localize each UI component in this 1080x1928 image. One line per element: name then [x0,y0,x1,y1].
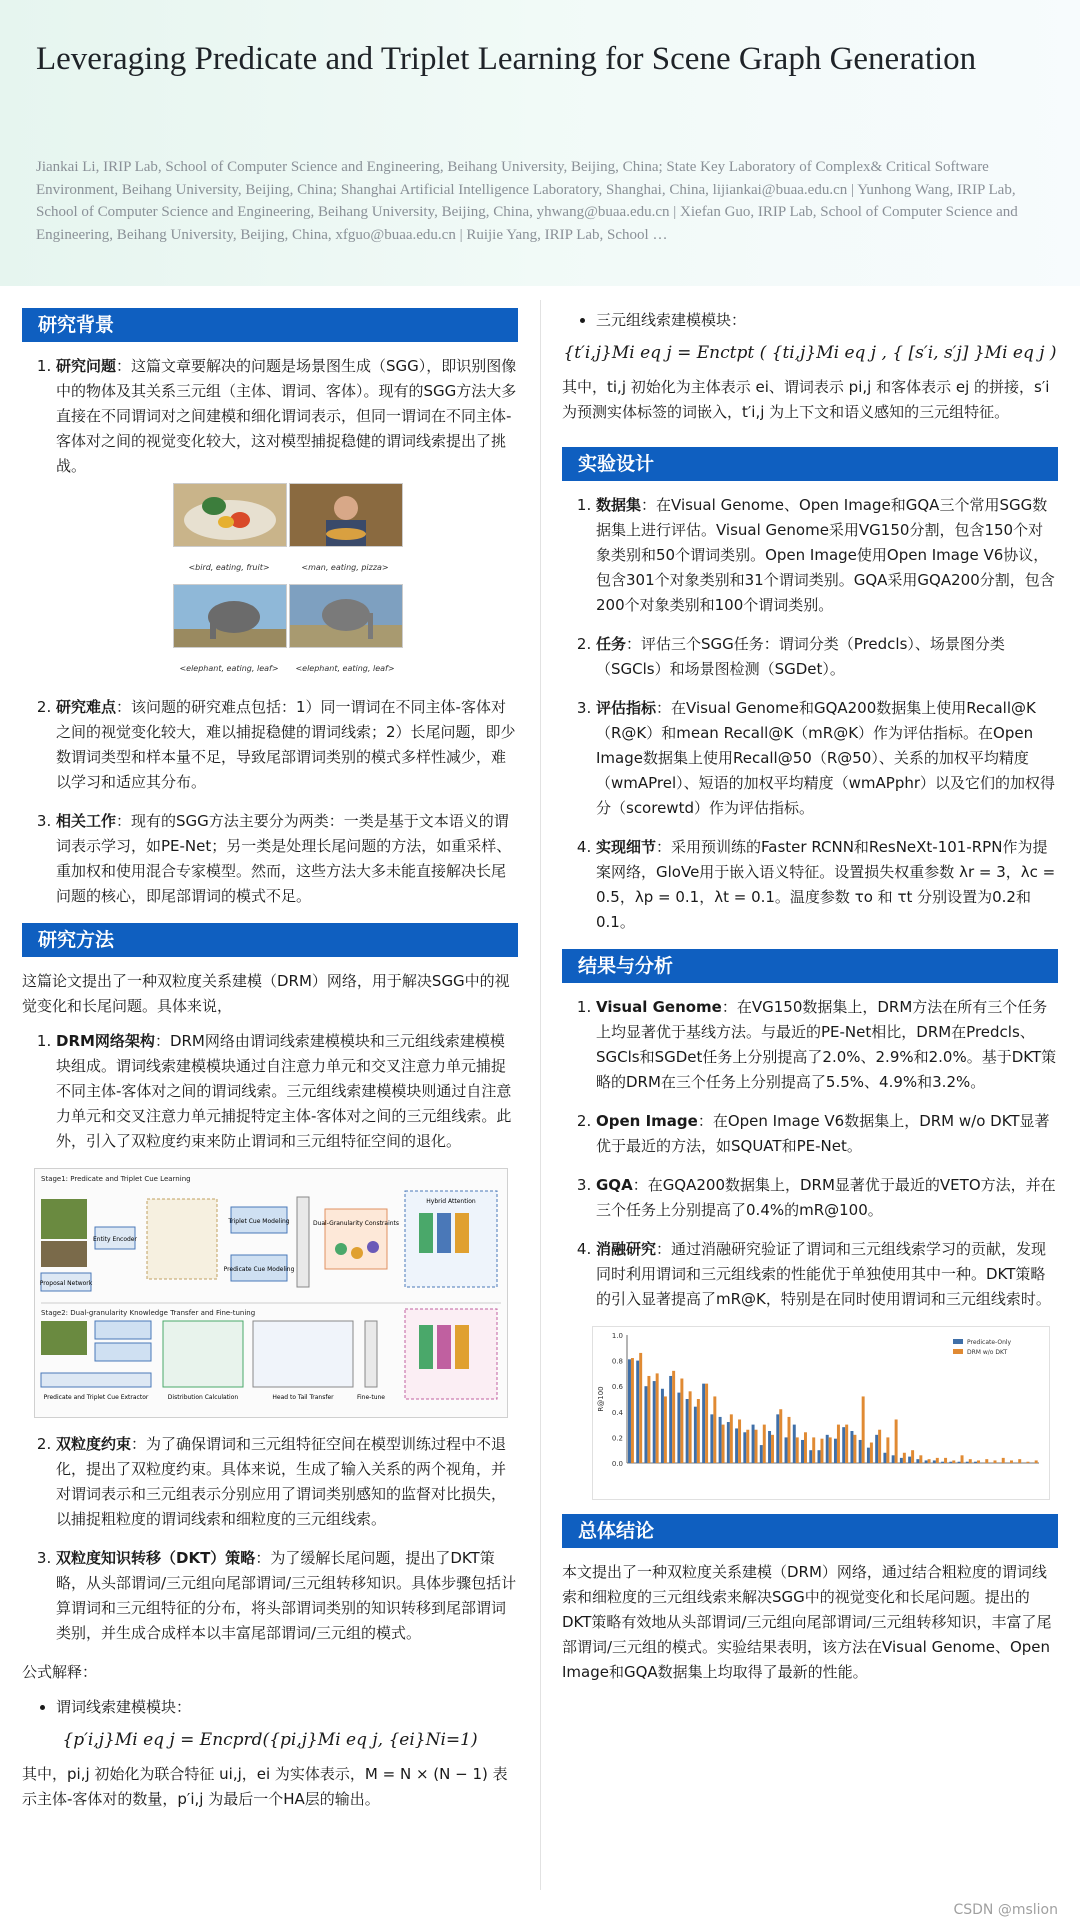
bar [713,1396,716,1463]
bar [710,1414,713,1463]
elephant-photo [173,584,287,648]
item-text: ：在Visual Genome、Open Image和GQA三个常用SGG数据集上进行评估。Visual Genome采用VG150分割，包含150个对象类别和50个谓词类别。Open Image使用Open Image V6协议，包含301个对象类别和31个谓词类别。GQA采用GQA200分割，包含200个对象类别和100个谓词类别。 [596,496,1055,614]
extractor-label: Predicate and Triplet Cue Extractor [43,1394,149,1401]
bar [1002,1458,1005,1463]
bar [669,1376,672,1463]
bar [628,1359,631,1463]
y-tick-label: 0.2 [611,1434,623,1443]
method-list [22,1029,518,1154]
list-item [596,632,1058,682]
example-figure [56,483,518,681]
bar [820,1439,823,1463]
legend-swatch [953,1349,963,1354]
bar [845,1425,848,1463]
bar [735,1428,738,1463]
y-tick-label: 0.6 [611,1383,623,1392]
bar [867,1448,870,1463]
bar [903,1453,906,1463]
section-heading-experiment: 实验设计 [562,447,1058,481]
paper-title: Leveraging Predicate and Triplet Learning for Scene Graph Generation [36,41,977,77]
section-heading-results: 结果与分析 [562,949,1058,983]
figure-cell [289,483,401,580]
bar [779,1409,782,1463]
bar [752,1425,755,1463]
bar [985,1459,988,1463]
bar [727,1422,730,1463]
bar [908,1457,911,1463]
bar [793,1425,796,1463]
item-keyword: GQA [596,1176,633,1194]
bar [694,1407,697,1463]
bar [944,1458,947,1463]
formula-label: 公式解释： [22,1663,98,1681]
bar [925,1460,928,1463]
list-item [596,696,1058,821]
fine-tune-label: Fine-tune [357,1394,385,1401]
bar [705,1384,708,1463]
list-item [596,995,1058,1095]
bar [853,1435,856,1463]
item-keyword: DRM网络架构 [56,1032,155,1050]
formula-bullets [22,1695,518,1720]
item-keyword: 研究难点 [56,698,117,716]
predicate-cue-label: Predicate Cue Modeling [223,1266,295,1273]
bar [809,1450,812,1463]
man-photo [289,483,403,547]
bar [812,1437,815,1463]
bar [826,1435,829,1463]
item-text: ：在Visual Genome和GQA200数据集上使用Recall@K（R@K）和mean Recall@K（mR@K）作为评估指标。在Open Image数据集上使用Recall@50（R@50）、关系的加权平均精度（wmAPrel）、短语的加权平均精度（wmAPphr）以及它们的加权得分（scorewtd）作为评估指标。 [596,699,1056,817]
figure-caption: <man, eating, pizza> [301,563,389,572]
bar [870,1443,873,1463]
background-list [22,354,518,909]
author-list: Jiankai Li, IRIP Lab, School of Computer Science and Engineering, Beihang University, Beijing, China; State Key Laboratory of Complex& Critical Software Environment, Beihang University, Beijing, China; Shanghai Artificial Intelligence Laboratory, Shanghai, China, lijiankai@buaa.edu.cn | Yunhong Wang, IRIP Lab, School of Computer Science and Engineering, Beihang University, Beijing, China, yhwang@buaa.edu.cn | Xiefan Guo, IRIP Lab, School of Computer Science and Engineering, Beihang University, Beijing, China, xfguo@buaa.edu.cn | Ruijie Yang, IRIP Lab, School … [36,159,1018,243]
item-text: ：该问题的研究难点包括：1）同一谓词在不同主体-客体对之间的视觉变化较大，难以捕捉稳健的谓词线索；2）长尾问题，即少数谓词类型和样本量不足，导致尾部谓词类别的模式多样性减少，难以学习和适应其分布。 [56,698,516,791]
list-item [56,1029,518,1154]
bar [862,1396,865,1463]
header-banner [0,0,1080,286]
bar [919,1455,922,1463]
item-keyword: 消融研究 [596,1240,657,1258]
item-text: ：评估三个SGG任务：谓词分类（Predcls）、场景图分类（SGCls）和场景图检测（SGDet）。 [596,635,1005,678]
bar [636,1361,639,1463]
bar [788,1417,791,1463]
bar [900,1458,903,1463]
bar [661,1389,664,1463]
bar [743,1432,746,1463]
section-heading-method: 研究方法 [22,923,518,957]
legend-label: Predicate-Only [967,1339,1012,1346]
item-text: ：在VG150数据集上，DRM方法在所有三个任务上均显著优于基线方法。与最近的PE-Net相比，DRM在Predcls、SGCls和SGDet任务上分别提高了2.0%、2.9%和2.0%。基于DKT策略的DRM在三个任务上分别提高了5.5%、4.9%和3.2%。 [596,998,1057,1091]
bar [1035,1460,1038,1463]
bar [1018,1459,1021,1463]
bar [878,1430,881,1463]
bar [974,1462,977,1463]
bar [631,1358,634,1463]
bar [702,1384,705,1463]
method-list-cont [22,1432,518,1646]
bar [722,1425,725,1463]
legend-swatch [953,1339,963,1344]
bullet-item: • 谓词线索建模模块： [56,1695,518,1720]
right-column [562,308,1058,1695]
section-heading-conclusion: 总体结论 [562,1514,1058,1548]
entity-encoder-label: Entity Encoder [93,1236,137,1243]
dual-constraints-label: Dual-Granularity Constraints [312,1220,400,1227]
bar [719,1417,722,1463]
figure-caption: <bird, eating, fruit> [188,563,270,572]
elephant-photo [289,584,403,648]
formula-predicate: {p′i,j}Mi eq j = Encprd({pi,j}Mi eq j, {ei}Ni=1) [62,1730,478,1750]
legend-label: DRM w/o DKT [967,1349,1008,1356]
bar [895,1419,898,1463]
bar [771,1435,774,1463]
triplet-cue-label: Triplet Cue Modeling [228,1218,290,1225]
bar [639,1353,642,1463]
bar [875,1435,878,1463]
bar [730,1414,733,1463]
bird-photo [173,483,287,547]
list-item [56,695,518,795]
item-text: ：采用预训练的Faster RCNN和ResNeXt-101-RPN作为提案网络，GloVe用于嵌入语义特征。设置损失权重参数 λr = 3，λc = 0.5，λp = 0.1，λt = 0.1。温度参数 τo 和 τt 分别设置为0.2和0.1。 [596,838,1056,931]
list-item [56,354,518,681]
bar [961,1455,964,1463]
head-to-tail-label: Head to Tail Transfer [272,1394,334,1401]
left-column [22,308,518,1822]
item-text: ：DRM网络由谓词线索建模模块和三元组线索建模模块组成。谓词线索建模模块通过自注意力单元和交叉注意力单元捕捉不同主体-客体对之间的谓词线索。三元组线索建模模块则通过自注意力单元和交叉注意力单元捕捉特定主体-客体对之间的三元组线索。此外，引入了双粒度约束来防止谓词和三元组特征空间的退化。 [56,1032,512,1150]
y-tick-label: 0.4 [611,1408,623,1417]
item-keyword: 双粒度知识转移（DKT）策略 [56,1549,256,1567]
formula-explanation: 其中，ti,j 初始化为主体表示 ei、谓词表示 pi,j 和客体表示 ej 的拼接，s′i 为预测实体标签的词嵌入，t′i,j 为上下文和语义感知的三元组特征。 [562,378,1050,421]
bar [680,1379,683,1463]
conclusion-text: 本文提出了一种双粒度关系建模（DRM）网络，通过结合粗粒度的谓词线索和细粒度的三元组线索来解决SGG中的视觉变化和长尾问题。提出的DKT策略有效地从头部谓词/三元组向尾部谓词/三元组转移知识，丰富了尾部谓词/三元组的模式。实验结果表明，该方法在Visual Genome、Open Image和GQA数据集上均取得了最新的性能。 [562,1563,1052,1681]
bar [1026,1462,1029,1463]
bar [686,1399,689,1463]
item-keyword: 任务 [596,635,627,653]
list-item [56,1546,518,1646]
bar [763,1425,766,1463]
bar [644,1386,647,1463]
hybrid-attention-label: Hybrid Attention [426,1198,476,1205]
bar [647,1376,650,1463]
bar [966,1462,969,1463]
figure-cell [173,483,285,580]
column-divider [540,300,541,1890]
bar [850,1431,853,1463]
architecture-svg [35,1169,507,1417]
bar [941,1462,944,1463]
item-text: ：在GQA200数据集上，DRM显著优于最近的VETO方法，并在三个任务上分别提高了0.4%的mR@100。 [596,1176,1056,1219]
item-text: ：为了确保谓词和三元组特征空间在模型训练过程中不退化，提出了双粒度约束。具体来说，生成了输入关系的两个视角，并对谓词表示和三元组表示分别应用了谓词类别感知的监督对比损失，以捕捉粗粒度的谓词线索和细粒度的三元组线索。 [56,1435,507,1528]
item-text: ：现有的SGG方法主要分为两类：一类是基于文本语义的谓词表示学习，如PE-Net；另一类是处理长尾问题的方法，如重采样、重加权和使用混合专家模型。然而，这些方法大多未能直接解决长尾问题的核心，即尾部谓词的模式不足。 [56,812,512,905]
recall-chart [592,1326,1050,1500]
bar [664,1396,667,1463]
list-item [56,809,518,909]
bar [928,1459,931,1463]
list-item [596,1173,1058,1223]
item-text: ：在Open Image V6数据集上，DRM w/o DKT显著优于最近的方法，如SQUAT和PE-Net。 [596,1112,1050,1155]
item-keyword: 双粒度约束 [56,1435,132,1453]
formula-bullets-right [562,308,1058,333]
item-keyword: 评估指标 [596,699,657,717]
bar [796,1437,799,1463]
stage1-label: Stage1: Predicate and Triplet Cue Learning [41,1175,191,1183]
bar [834,1439,837,1463]
bar [842,1427,845,1463]
y-axis-label: R@100 [597,1386,605,1412]
architecture-diagram [34,1168,508,1418]
watermark-footer: CSDN @mslion [953,1902,1058,1918]
method-intro: 这篇论文提出了一种双粒度关系建模（DRM）网络，用于解决SGG中的视觉变化和长尾问题。具体来说， [22,972,510,1015]
figure-cell [173,584,285,681]
formula-triplet: {t′i,j}Mi eq j = Enctpt ( {ti,j}Mi eq j , { [s′i, s′j] }Mi eq j ) [563,343,1057,363]
bar [801,1440,804,1463]
section-heading-background: 研究背景 [22,308,518,342]
bar [949,1462,952,1463]
figure-caption: <elephant, eating, leaf> [295,664,395,673]
proposal-network-label: Proposal Network [39,1280,93,1287]
bar [1010,1460,1013,1463]
bar [738,1419,741,1463]
bar [933,1460,936,1463]
y-tick-label: 1.0 [611,1332,623,1340]
bar [911,1450,914,1463]
list-item [56,1432,518,1532]
item-text: ：为了缓解长尾问题，提出了DKT策略，从头部谓词/三元组向尾部谓词/三元组转移知识。具体步骤包括计算谓词和三元组特征的分布，将头部谓词类别的知识转移到尾部谓词类别，并生成合成样本以丰富尾部谓词/三元组的模式。 [56,1549,517,1642]
list-item [596,1237,1058,1312]
bar [837,1425,840,1463]
item-keyword: 相关工作 [56,812,117,830]
list-item [596,835,1058,935]
bar [804,1432,807,1463]
bar [958,1462,961,1463]
item-keyword: 研究问题 [56,357,117,375]
formula-explanation: 其中，pi,j 初始化为联合特征 ui,j，ei 为实体表示，M = N × (N − 1) 表示主体-客体对的数量，p′i,j 为最后一个HA层的输出。 [22,1765,508,1808]
stage2-label: Stage2: Dual-granularity Knowledge Transfer and Fine-tuning [41,1309,256,1317]
item-text: ：通过消融研究验证了谓词和三元组线索学习的贡献，发现同时利用谓词和三元组线索的性能优于单独使用其中一种。DKT策略的引入显著提高了mR@K，特别是在同时使用谓词和三元组线索时。 [596,1240,1051,1308]
bar [936,1458,939,1463]
bar [776,1414,779,1463]
bar [977,1460,980,1463]
bar [755,1430,758,1463]
bar [818,1450,821,1463]
item-text: ：这篇文章要解决的问题是场景图生成（SGG），即识别图像中的物体及其关系三元组（主体、谓词、客体）。现有的SGG方法大多直接在不同谓词对之间建模和细化谓词表示，但同一谓词在不同主体-客体对之间的视觉变化较大，这对模型捕捉稳健的谓词线索提出了挑战。 [56,357,517,475]
bar [952,1460,955,1463]
bar [697,1399,700,1463]
item-keyword: Visual Genome [596,998,722,1016]
bar [677,1393,680,1463]
bar [886,1437,889,1463]
bar [656,1373,659,1463]
bar [859,1440,862,1463]
y-tick-label: 0.0 [611,1460,623,1468]
figure-cell [289,584,401,681]
experiment-list [562,493,1058,935]
y-tick-label: 0.8 [611,1357,623,1366]
results-list [562,995,1058,1312]
list-item [596,493,1058,618]
bar [969,1459,972,1463]
bar [768,1431,771,1463]
bar [994,1460,997,1463]
item-keyword: 实现细节 [596,838,657,856]
bar [916,1459,919,1463]
bar [653,1381,656,1463]
item-keyword: Open Image [596,1112,698,1130]
distribution-label: Distribution Calculation [167,1394,239,1401]
bar [785,1437,788,1463]
item-keyword: 数据集 [596,496,642,514]
bar [672,1371,675,1463]
bar [689,1391,692,1463]
bar [892,1455,895,1463]
bar [829,1437,832,1463]
list-item [596,1109,1058,1159]
bar [883,1453,886,1463]
bar [760,1445,763,1463]
bullet-item: • 三元组线索建模模块： [596,308,1058,333]
figure-caption: <elephant, eating, leaf> [179,664,279,673]
recall-chart-svg [593,1327,1049,1499]
bar [746,1430,749,1463]
